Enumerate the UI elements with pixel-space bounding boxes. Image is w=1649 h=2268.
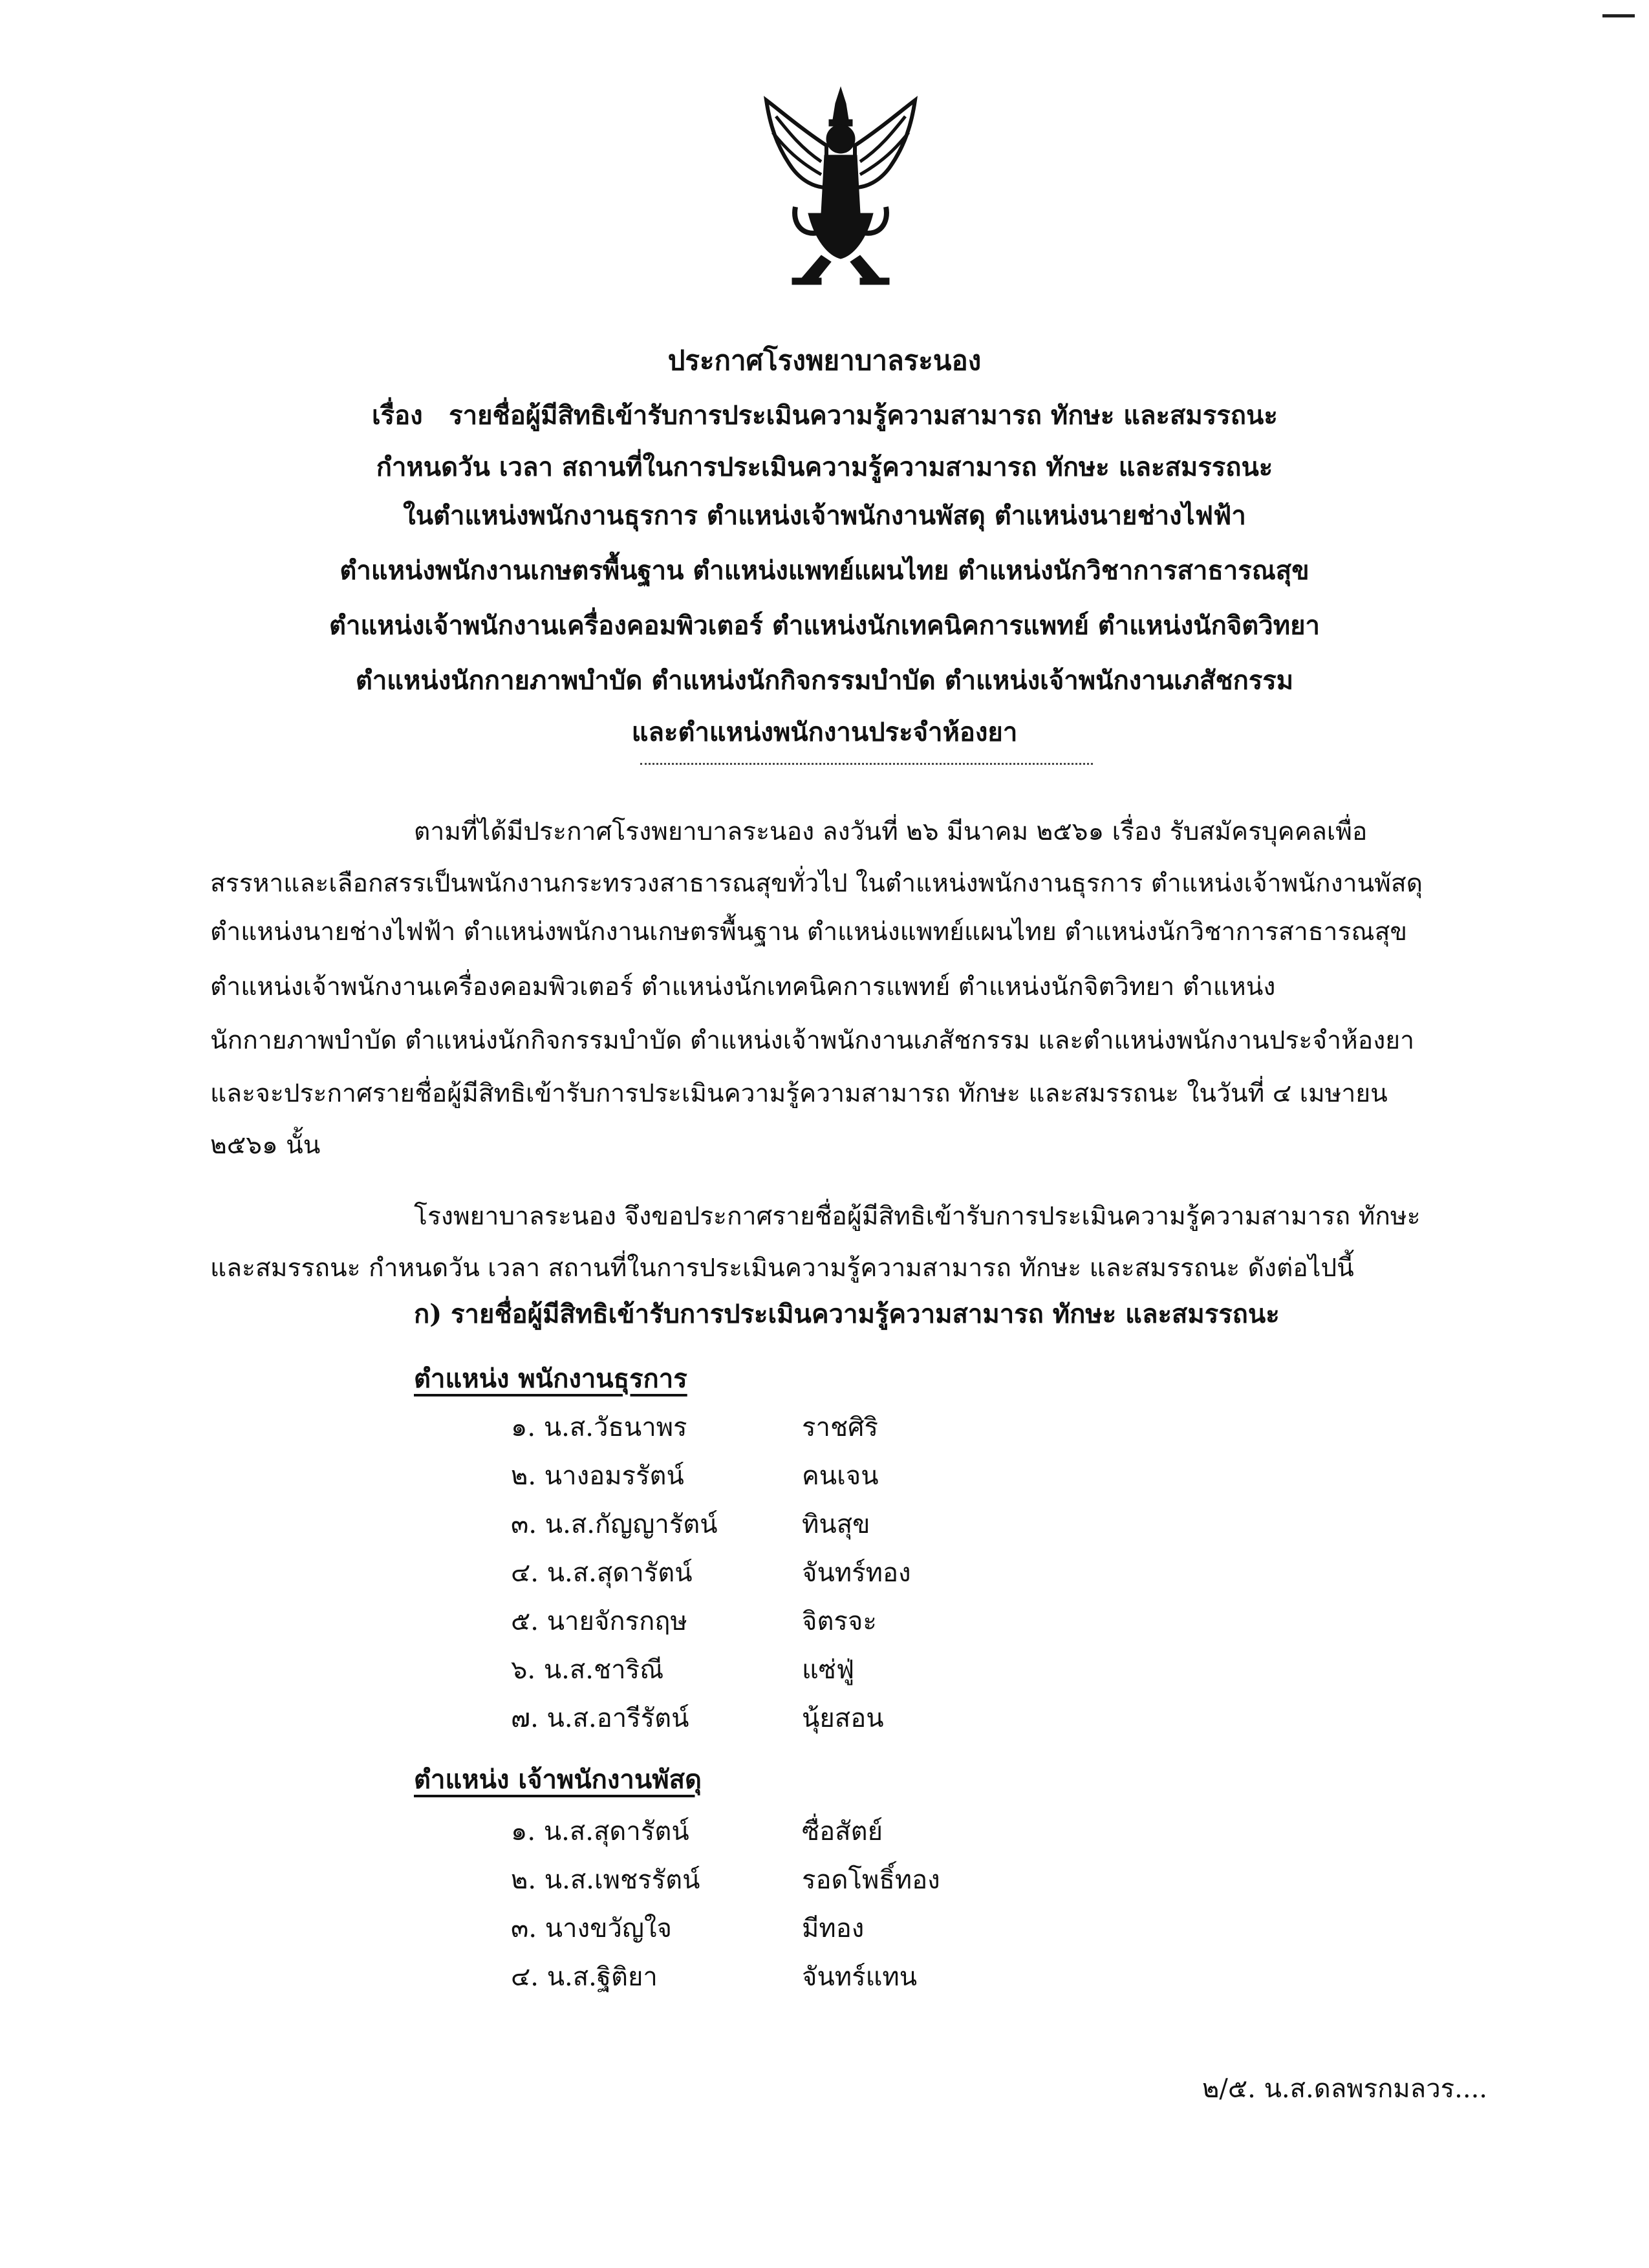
candidate-name: ๕. นายจักรกฤษ [511, 1607, 687, 1636]
subject-line-7: และตำแหน่งพนักงานประจำห้องยา [631, 717, 1018, 747]
candidate-surname: จันทร์แทน [802, 1962, 918, 1992]
position-heading-supply-officer: ตำแหน่ง เจ้าพนักงานพัสดุ [414, 1764, 702, 1795]
subject-line-3: ในตำแหน่งพนักงานธุรการ ตำแหน่งเจ้าพนักงานพัสดุ ตำแหน่งนายช่างไฟฟ้า [403, 500, 1246, 531]
candidate-name: ๑. น.ส.สุดารัตน์ [511, 1817, 689, 1846]
candidate-name: ๔. น.ส.ฐิติยา [511, 1962, 658, 1992]
candidate-surname: ซื่อสัตย์ [802, 1817, 883, 1846]
candidate-surname: ทินสุข [802, 1510, 870, 1539]
paragraph1-line-1: ตามที่ได้มีประกาศโรงพยาบาลระนอง ลงวันที่ ๒๖ มีนาคม ๒๕๖๑ เรื่อง รับสมัครบุคคลเพื่อ [414, 817, 1368, 846]
candidate-name: ๖. น.ส.ชาริณี [511, 1655, 664, 1685]
candidate-surname: รอดโพธิ์ทอง [802, 1865, 940, 1895]
section-a-heading: ก) รายชื่อผู้มีสิทธิเข้ารับการประเมินความรู้ความสามารถ ทักษะ และสมรรถนะ [414, 1299, 1280, 1329]
position-heading-clerk: ตำแหน่ง พนักงานธุรการ [414, 1364, 687, 1394]
paragraph1-line-3: ตำแหน่งนายช่างไฟฟ้า ตำแหน่งพนักงานเกษตรพื้นฐาน ตำแหน่งแพทย์แผนไทย ตำแหน่งนักวิชาการสาธารณสุข [210, 917, 1408, 947]
garuda-emblem-icon [757, 84, 925, 291]
continuation-note: ๒/๕. น.ส.ดลพรกมลวร.... [1202, 2074, 1487, 2104]
paragraph2-line-2: และสมรรถนะ กำหนดวัน เวลา สถานที่ในการประเมินความรู้ความสามารถ ทักษะ และสมรรถนะ ดังต่อไปนี้ [210, 1254, 1354, 1283]
candidate-name: ๒. น.ส.เพชรรัตน์ [511, 1865, 700, 1895]
page-corner-mark [1602, 14, 1635, 17]
subject-line-4: ตำแหน่งพนักงานเกษตรพื้นฐาน ตำแหน่งแพทย์แผนไทย ตำแหน่งนักวิชาการสาธารณสุข [339, 555, 1310, 586]
subject-line-1: รายชื่อผู้มีสิทธิเข้ารับการประเมินความรู้ความสามารถ ทักษะ และสมรรถนะ [449, 400, 1278, 431]
paragraph1-line-6: และจะประกาศรายชื่อผู้มีสิทธิเข้ารับการประเมินความรู้ความสามารถ ทักษะ และสมรรถนะ ในวันที่ ๔ เมษายน [210, 1079, 1388, 1108]
subject-line-2: กำหนดวัน เวลา สถานที่ในการประเมินความรู้ความสามารถ ทักษะ และสมรรถนะ [376, 452, 1273, 482]
candidate-name: ๓. น.ส.กัญญารัตน์ [511, 1510, 718, 1539]
document-title: ประกาศโรงพยาบาลระนอง [667, 345, 982, 376]
paragraph2-line-1: โรงพยาบาลระนอง จึงขอประกาศรายชื่อผู้มีสิทธิเข้ารับการประเมินความรู้ความสามารถ ทักษะ [414, 1202, 1421, 1231]
subject-line-5: ตำแหน่งเจ้าพนักงานเครื่องคอมพิวเตอร์ ตำแหน่งนักเทคนิคการแพทย์ ตำแหน่งนักจิตวิทยา [329, 610, 1320, 641]
candidate-surname: ราชศิริ [802, 1413, 878, 1442]
subject-label: เรื่อง [372, 400, 423, 431]
candidate-surname: คนเจน [802, 1461, 879, 1491]
paragraph1-line-7: ๒๕๖๑ นั้น [210, 1131, 321, 1160]
candidate-surname: นุ้ยสอน [802, 1704, 884, 1733]
candidate-name: ๓. นางขวัญใจ [511, 1914, 672, 1943]
subject-line-6: ตำแหน่งนักกายภาพบำบัด ตำแหน่งนักกิจกรรมบำบัด ตำแหน่งเจ้าพนักงานเภสัชกรรม [355, 665, 1294, 696]
candidate-name: ๗. น.ส.อารีรัตน์ [511, 1704, 689, 1733]
title-divider [640, 763, 1093, 765]
candidate-surname: มีทอง [802, 1914, 865, 1943]
candidate-surname: จันทร์ทอง [802, 1558, 911, 1588]
candidate-surname: แซ่ฟู่ [802, 1655, 855, 1685]
paragraph1-line-5: นักกายภาพบำบัด ตำแหน่งนักกิจกรรมบำบัด ตำแหน่งเจ้าพนักงานเภสัชกรรม และตำแหน่งพนักงานประจำห้องยา [210, 1026, 1414, 1055]
candidate-surname: จิตรจะ [802, 1607, 877, 1636]
paragraph1-line-4: ตำแหน่งเจ้าพนักงานเครื่องคอมพิวเตอร์ ตำแหน่งนักเทคนิคการแพทย์ ตำแหน่งนักจิตวิทยา ตำแหน่ง [210, 972, 1276, 1001]
candidate-name: ๒. นางอมรรัตน์ [511, 1461, 684, 1491]
candidate-name: ๔. น.ส.สุดารัตน์ [511, 1558, 693, 1588]
paragraph1-line-2: สรรหาและเลือกสรรเป็นพนักงานกระทรวงสาธารณสุขทั่วไป ในตำแหน่งพนักงานธุรการ ตำแหน่งเจ้าพนักงานพัสดุ [210, 869, 1423, 898]
candidate-name: ๑. น.ส.วัธนาพร [511, 1413, 687, 1442]
